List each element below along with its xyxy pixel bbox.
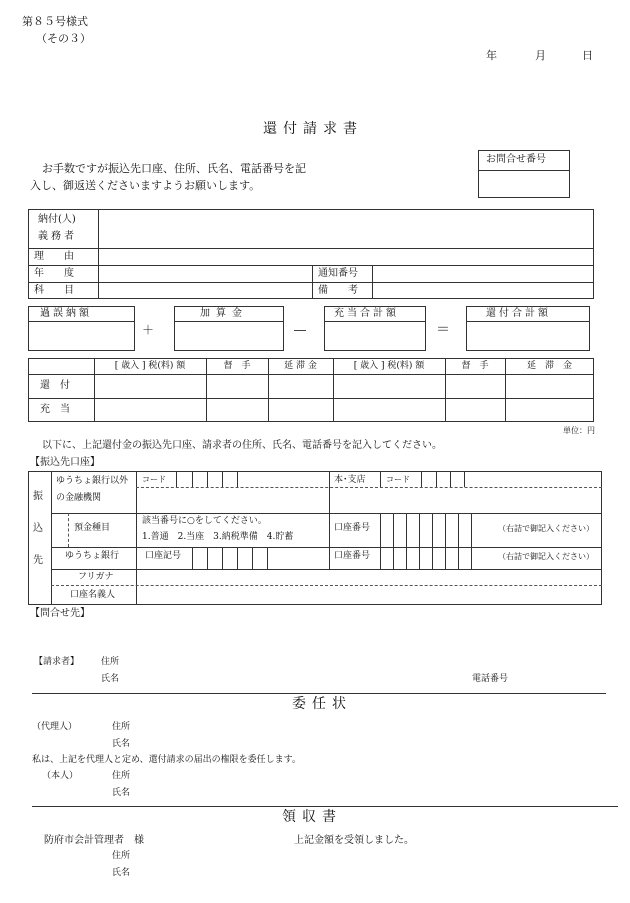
furigana-field[interactable] <box>138 571 600 584</box>
form-sub: （その３） <box>36 32 91 45</box>
receipt-name-field[interactable] <box>136 866 596 880</box>
intro-line1: お手数ですが振込先口座、住所、氏名、電話番号を記 <box>42 162 306 175</box>
applied-total-label: 充当合計額 <box>334 308 399 319</box>
receipt-name-label: 氏名 <box>112 868 131 878</box>
form-number: 第８５号様式 <box>22 15 88 28</box>
claimant-label: 【請求者】 <box>34 657 80 667</box>
intro-line2: 入し、御返送くださいますようお願いします。 <box>30 179 261 192</box>
bank-name-field[interactable] <box>138 489 326 511</box>
agent-name-field[interactable] <box>136 737 596 751</box>
remarks-field[interactable] <box>374 283 592 298</box>
divider-1 <box>32 693 606 694</box>
bank-code-label: コード <box>142 475 166 484</box>
reason-field[interactable] <box>100 249 592 264</box>
agent-address-label: 住所 <box>112 722 131 732</box>
non-yucho-label1: ゆうちょ銀行以外 <box>56 476 129 486</box>
equals-sign: ＝ <box>436 322 450 338</box>
deposit-options[interactable]: 1.普通 2.当座 3.納税準備 4.貯蓄 <box>142 532 294 542</box>
date-day: 日 <box>582 49 593 62</box>
non-yucho-label2: の金融機関 <box>56 493 102 503</box>
principal-label: （本人） <box>42 771 79 781</box>
receipt-address-field[interactable] <box>136 849 596 863</box>
receipt-title: 領収書 <box>282 809 342 825</box>
payer-label1: 納付(人) <box>38 214 76 225</box>
deposit-type-label: 預金種目 <box>74 523 111 533</box>
item-field[interactable] <box>100 283 310 298</box>
contact-section-title: 【問合せ先】 <box>30 608 90 619</box>
row-refund-label: 還 付 <box>40 380 70 391</box>
bank-section-title: 【振込先口座】 <box>30 457 100 468</box>
plus-sign: ＋ <box>142 323 155 337</box>
notice-number-field[interactable] <box>374 266 592 281</box>
claimant-address-field[interactable] <box>125 655 595 669</box>
header-tax-amount-2: [ 歳入 ] 税(料) 額 <box>353 361 425 371</box>
yucho-label: ゆうちょ銀行 <box>65 551 120 561</box>
deposit-note: 該当番号に○をしてください。 <box>142 516 267 526</box>
proxy-statement: 私は、上記を代理人と定め、還付請求の届出の権限を委任します。 <box>32 755 301 765</box>
receipt-recipient: 防府市会計管理者 様 <box>44 835 144 846</box>
instruction-text: 以下に、上記還付金の振込先口座、請求者の住所、氏名、電話番号を記入してください。 <box>42 440 442 451</box>
header-late-fee-2: 延 滞 金 <box>526 361 572 371</box>
account-number-label: 口座番号 <box>334 523 371 533</box>
refund-total-label: 還付合計額 <box>486 308 551 319</box>
date-month: 月 <box>535 49 546 62</box>
account-holder-label: 口座名義人 <box>70 590 116 600</box>
principal-address-label: 住所 <box>112 771 131 781</box>
yucho-account-number-field[interactable] <box>381 549 470 567</box>
account-symbol-field[interactable] <box>193 549 281 567</box>
side-label-3: 先 <box>33 555 43 566</box>
claimant-address-label: 住所 <box>101 657 120 667</box>
branch-code-label: コード <box>386 475 410 484</box>
branch-name-field[interactable] <box>332 489 600 511</box>
header-tax-amount-1: [ 歳入 ] 税(料) 額 <box>114 361 186 371</box>
account-number-label-2: 口座番号 <box>334 551 371 561</box>
header-late-fee-1: 延 滞 金 <box>284 361 317 371</box>
claimant-name-field[interactable] <box>125 672 465 686</box>
row-apply-label: 充 当 <box>40 404 70 415</box>
agent-label: （代理人） <box>32 722 78 732</box>
claimant-phone-label: 電話番号 <box>472 674 509 684</box>
side-label-1: 振 <box>33 491 43 502</box>
date-year: 年 <box>486 49 497 62</box>
branch-label: 本･支店 <box>334 475 366 485</box>
inquiry-label: お問合せ番号 <box>486 154 546 165</box>
reason-label: 理 由 <box>34 251 74 262</box>
header-dunning-2: 督 手 <box>461 361 489 371</box>
payer-name-field[interactable] <box>100 211 592 246</box>
side-label-2: 込 <box>33 523 43 534</box>
header-dunning-1: 督 手 <box>223 361 251 371</box>
proxy-title: 委任状 <box>292 696 352 712</box>
right-fill-note: （右詰で御記入ください） <box>498 524 594 533</box>
overpaid-label: 過誤納額 <box>40 308 92 319</box>
right-fill-note-2: （右詰で御記入ください） <box>498 552 594 561</box>
principal-address-field[interactable] <box>136 769 596 783</box>
minus-sign: ― <box>294 323 306 337</box>
item-label: 科 目 <box>34 285 74 296</box>
claimant-phone-field[interactable] <box>520 672 600 686</box>
principal-name-label: 氏名 <box>112 788 131 798</box>
principal-name-field[interactable] <box>136 786 596 800</box>
account-number-field[interactable] <box>381 515 470 545</box>
added-label: 加算金 <box>200 308 248 319</box>
payer-label2: 義務者 <box>38 231 77 242</box>
inquiry-number-field[interactable] <box>480 172 568 196</box>
fiscal-year-label: 年 度 <box>34 268 74 279</box>
page-title: 還付請求書 <box>263 121 363 137</box>
furigana-label: フリガナ <box>78 572 114 582</box>
claimant-name-label: 氏名 <box>101 674 120 684</box>
agent-name-label: 氏名 <box>112 739 131 749</box>
receipt-confirm: 上記金額を受領しました。 <box>294 835 414 846</box>
account-symbol-label: 口座記号 <box>145 551 182 561</box>
account-holder-field[interactable] <box>138 587 600 603</box>
remarks-label: 備 考 <box>318 285 358 296</box>
divider-2 <box>32 806 618 807</box>
notice-number-label: 通知番号 <box>318 268 358 279</box>
unit-label: 単位：円 <box>563 426 595 435</box>
receipt-address-label: 住所 <box>112 851 131 861</box>
fiscal-year-field[interactable] <box>100 266 310 281</box>
agent-address-field[interactable] <box>136 720 596 734</box>
